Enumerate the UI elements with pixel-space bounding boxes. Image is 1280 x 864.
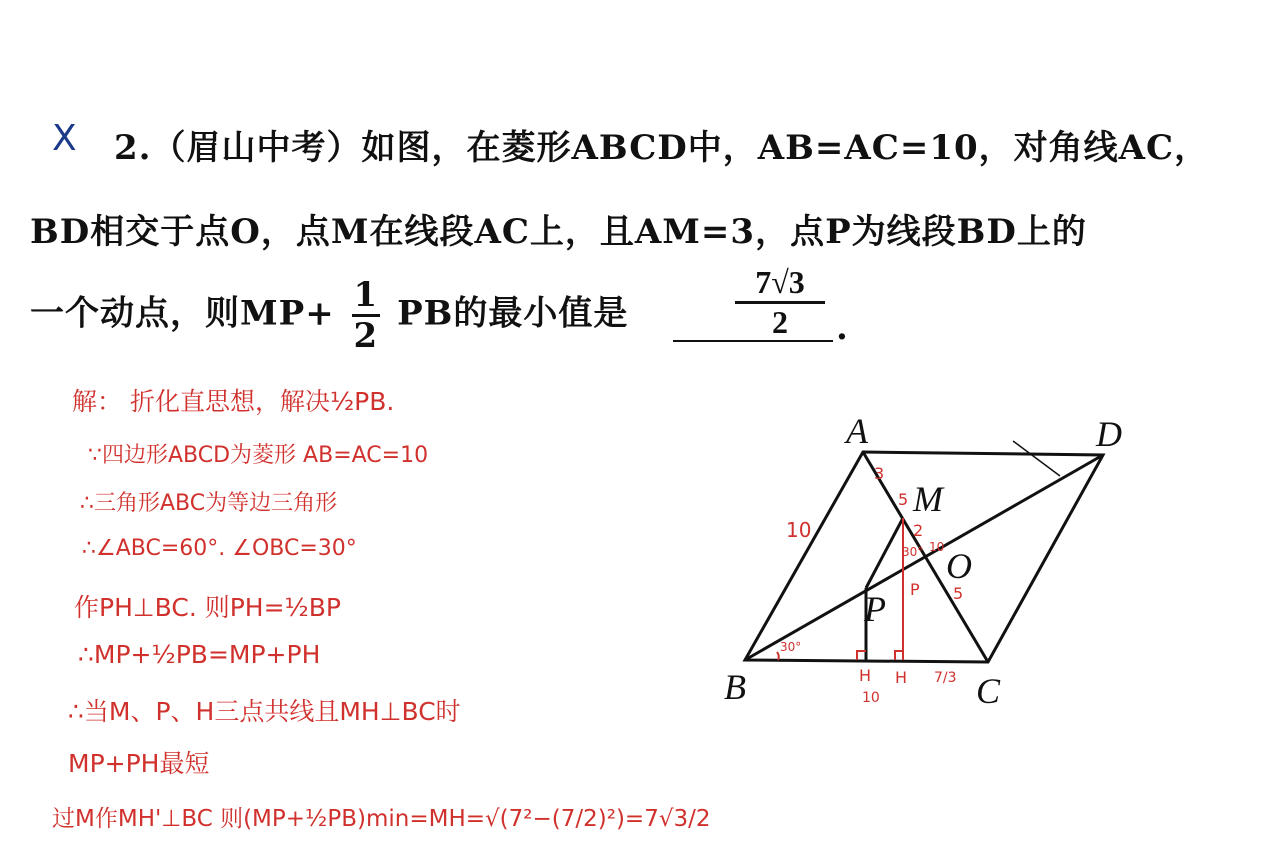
label-p-red: P xyxy=(910,580,920,599)
answer-period: . xyxy=(836,308,849,348)
problem-line-1: 2.（眉山中考）如图，在菱形ABCD中，AB=AC=10，对角线AC， xyxy=(114,128,1210,168)
label-h: H xyxy=(859,666,872,685)
problem-line-3 xyxy=(30,276,628,355)
length-mo: 2 xyxy=(913,521,924,540)
length-bh: 10 xyxy=(862,690,880,706)
half-numerator: 1 xyxy=(353,275,379,315)
length-ab: 10 xyxy=(786,518,812,542)
solution-line-9: 过M作MH'⊥BC 则(MP+½PB)min=MH=√(7²−(7/2)²)=7√3/2 xyxy=(52,806,711,832)
angle-b-arc xyxy=(777,652,779,660)
answer-numerator: 7√3 xyxy=(735,264,825,304)
answer-fraction xyxy=(735,264,825,341)
point-o: O xyxy=(946,546,972,586)
right-angle-mark: 10 xyxy=(929,540,945,554)
half-fraction xyxy=(352,276,381,355)
solution-line-4: ∴∠ABC=60°. ∠OBC=30° xyxy=(82,536,357,561)
solution-line-6: ∴MP+½PB=MP+PH xyxy=(78,640,321,669)
vertex-d: D xyxy=(1096,414,1122,454)
half-denominator: 2 xyxy=(353,316,379,356)
vertex-a: A xyxy=(846,411,868,451)
length-oc: 5 xyxy=(953,584,964,603)
tick-ad xyxy=(1013,441,1060,476)
vertex-c: C xyxy=(976,671,1001,711)
solution-line-2: ∵四边形ABCD为菱形 AB=AC=10 xyxy=(88,443,429,468)
length-hc: 7/3 xyxy=(934,670,957,686)
problem-line-3-prefix: 一个动点，则MP+ xyxy=(30,293,335,334)
angle-m: 30° xyxy=(902,545,924,559)
solution-line-8: MP+PH最短 xyxy=(68,749,210,778)
segment-mp xyxy=(866,518,903,588)
vertex-b: B xyxy=(724,667,746,707)
length-am: 3 xyxy=(874,464,885,483)
answer-denominator: 2 xyxy=(772,304,788,340)
length-mo-top: 5 xyxy=(898,490,909,509)
problem-line-2: BD相交于点O，点M在线段AC上，且AM=3，点P为线段BD上的 xyxy=(30,212,1087,252)
solution-line-1: 解： 折化直思想，解决½PB. xyxy=(72,387,395,416)
solution-line-7: ∴当M、P、H三点共线且MH⊥BC时 xyxy=(68,697,461,726)
check-mark: X xyxy=(52,118,77,159)
point-m: M xyxy=(913,479,943,519)
label-h2: H xyxy=(895,668,908,687)
problem-line-3-suffix: PB的最小值是 xyxy=(397,293,629,334)
solution-line-3: ∴三角形ABC为等边三角形 xyxy=(80,491,338,516)
solution-line-5: 作PH⊥BC. 则PH=½BP xyxy=(74,593,341,622)
right-angle-h xyxy=(857,651,866,660)
point-p: P xyxy=(864,589,886,629)
angle-b: 30° xyxy=(780,640,802,654)
right-angle-h2 xyxy=(895,651,903,660)
